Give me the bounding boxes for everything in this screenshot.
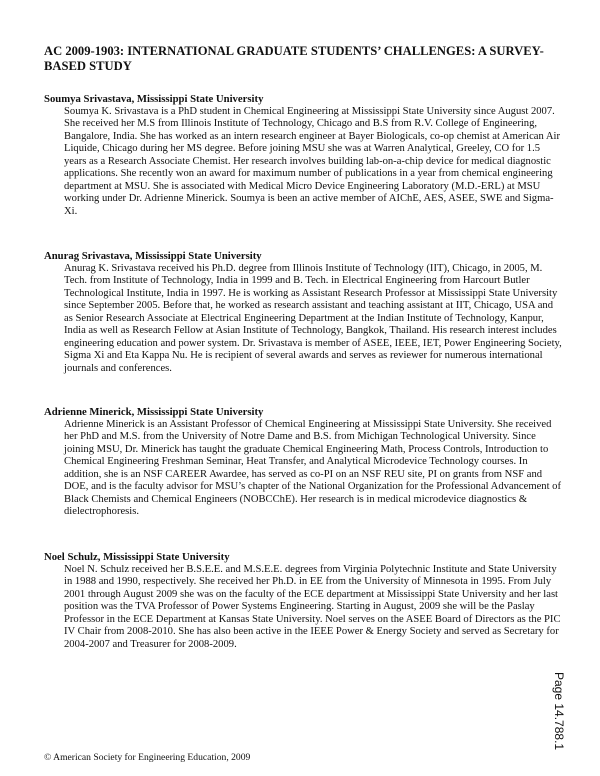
author-name: Noel Schulz, Mississippi State University [44,551,230,563]
page-number: Page 14.788.1 [552,672,566,751]
author-bio: Noel N. Schulz received her B.S.E.E. and M.S.E.E. degrees from Virginia Polytechnic Institute and State University in 1988 and 1990, respectively. She received her Ph.D. in EE from the University of Minnesota in 1995. From July 2001 through August 2009 she was on the faculty of the ECE department at Mississippi State University and her last position was the TVA Professor of Power Systems Engineering. Starting in August, 2009 she will be the Paslay Professor in the ECE Department at Kansas State University. Noel serves on the ASEE Board of Directors as the PIC IV Chair from 2008-2010. She has also been active in the IEEE Power & Energy Society and served as Secretary for 2004-2007 and Treasurer for 2008-2009. [64,563,561,650]
author-name: Adrienne Minerick, Mississippi State University [44,406,264,418]
author-bio: Anurag K. Srivastava received his Ph.D. degree from Illinois Institute of Technology (IIT), Chicago, in 2005, M. Tech. from Institute of Technology, India in 1999 and B. Tech. in Electrical Engineering from Harcourt Butler Technological Institute, India in 1997. He is working as Assistant Research Professor at Mississippi State University since September 2005. Before that, he worked as research assistant and teaching assistant at IIT, Chicago, USA and as Senior Research Associate at Electrical Engineering Department at the Indian Institute of Technology, Kanpur, India as well as Research Fellow at Asian Institute of Technology, Bangkok, Thailand. His research interest includes engineering education and power system. Dr. Srivastava is member of ASEE, IEEE, IET, Power Engineering Society, Sigma Xi and Eta Kappa Nu. He is recipient of several awards and serves as reviewer for numerous international journals and conferences. [64,262,562,374]
author-name: Soumya Srivastava, Mississippi State University [44,93,264,105]
author-name: Anurag Srivastava, Mississippi State University [44,250,262,262]
author-section [44,250,564,376]
author-section [44,551,564,651]
copyright-footer: © American Society for Engineering Education, 2009 [44,752,251,763]
author-section [44,93,564,219]
author-section [44,406,564,519]
author-bio: Soumya K. Srivastava is a PhD student in Chemical Engineering at Mississippi State University since August 2007. She received her M.S from Illinois Institute of Technology, Chicago and B.S from R.V. College of Engineering, Bangalore, India. She has worked as an intern research engineer at Bayer Biologicals, co-op chemist at American Air Liquide, Chicago during her MS degree. Before joining MSU she was at Warren Analytical, Greeley, CO for 1.5 years as a Research Associate Chemist. Her research involves building lab-on-a-chip device for medical diagnostic applications. She recently won an award for maximum number of publications in a year from chemical engineering department at MSU. She is associated with Medical Micro Device Engineering Laboratory (M.D.-ERL) at MSU working under Dr. Adrienne Minerick. Soumya is been an active member of AIChE, AES, ASEE, SWE and Sigma-Xi. [64,105,560,217]
author-bio: Adrienne Minerick is an Assistant Professor of Chemical Engineering at Mississippi State University. She received her PhD and M.S. from the University of Notre Dame and B.S. from Michigan Technological University. Since joining MSU, Dr. Minerick has taught the graduate Chemical Engineering Math, Process Controls, Introduction to Chemical Engineering Freshman Seminar, Heat Transfer, and Analytical Microdevice Technology courses. In addition, she is an NSF CAREER Awardee, has served as co-PI on an NSF REU site, PI on grants from NSF and DOE, and is the faculty advisor for MSU’s chapter of the National Organization for the Professional Advancement of Black Chemists and Chemical Engineers (NOBCChE). Her research is in medical microdevice diagnostics & dielectrophoresis. [64,418,561,518]
paper-title: AC 2009-1903: INTERNATIONAL GRADUATE STUDENTS’ CHALLENGES: A SURVEY-BASED STUDY [44,44,544,73]
